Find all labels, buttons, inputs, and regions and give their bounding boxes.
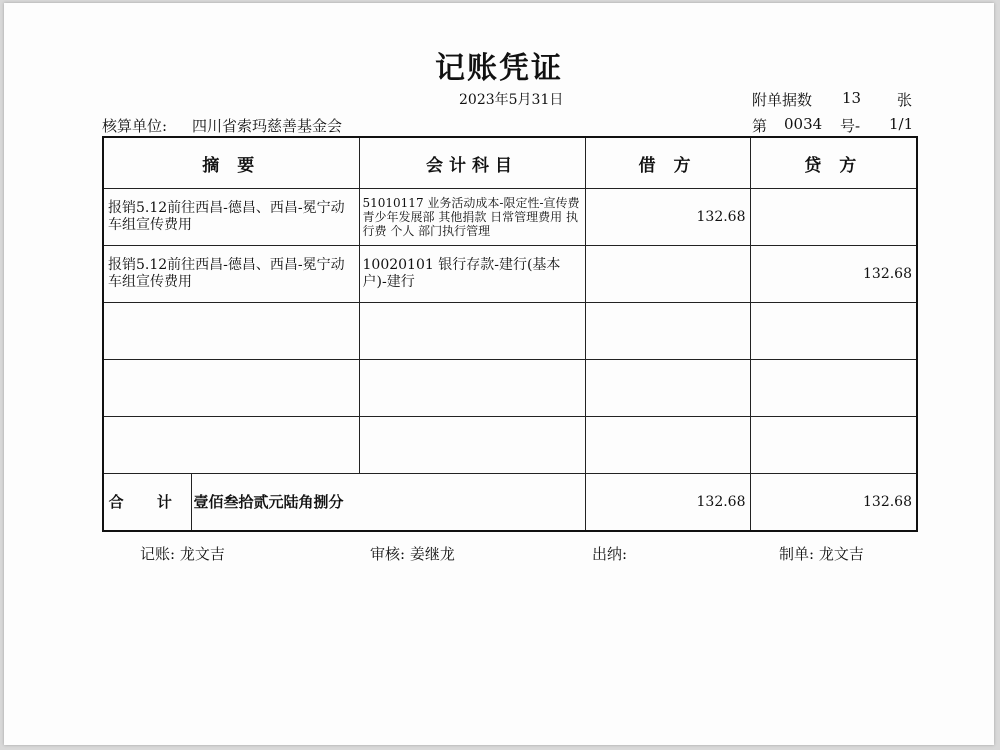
empty-cell: [103, 303, 359, 360]
table-row: [103, 189, 917, 246]
voucher-page: [4, 3, 994, 745]
cashier-signature: [592, 543, 627, 564]
row-summary: 报销5.12前往西昌-德昌、西昌-冕宁动车组宣传费用: [103, 189, 359, 246]
voucher-title: 记账凭证: [435, 51, 563, 86]
attachments-unit: 张: [897, 91, 913, 109]
preparer-label: 制单:: [779, 545, 815, 563]
total-amount-in-words: 壹佰叁拾贰元陆角捌分: [191, 474, 585, 531]
row-summary: 报销5.12前往西昌-德昌、西昌-冕宁动车组宣传费用: [103, 246, 359, 303]
reviewer-label: 审核:: [370, 545, 406, 563]
table-header-row: [103, 137, 917, 189]
empty-row: [103, 360, 917, 417]
empty-cell: [750, 360, 917, 417]
voucher-number: 0034: [784, 115, 823, 133]
voucher-page-number: 1/1: [889, 115, 914, 133]
cashier-label: 出纳:: [592, 545, 628, 563]
bookkeeper-label: 记账:: [140, 545, 176, 563]
row-credit: 132.68: [750, 246, 917, 303]
header-credit: 贷 方: [750, 137, 917, 189]
header-account: 会计科目: [359, 137, 585, 189]
bookkeeper-signature: [140, 543, 225, 564]
row-credit: [750, 189, 917, 246]
preparer-name: 龙文吉: [818, 545, 864, 563]
attachments-label: 附单据数: [752, 91, 813, 109]
empty-cell: [103, 417, 359, 474]
reviewer-name: 姜继龙: [409, 545, 455, 563]
attachments-count: 13: [842, 89, 862, 107]
voucher-date: 2023年5月31日: [459, 92, 564, 108]
header-summary: 摘 要: [103, 137, 359, 189]
total-label: 合 计: [103, 474, 191, 531]
reviewer-signature: [370, 543, 455, 564]
empty-row: [103, 303, 917, 360]
empty-cell: [750, 417, 917, 474]
total-credit: 132.68: [750, 474, 917, 531]
empty-cell: [585, 303, 750, 360]
unit-label: 核算单位:: [102, 117, 168, 135]
total-debit: 132.68: [585, 474, 750, 531]
empty-row: [103, 417, 917, 474]
empty-cell: [359, 303, 585, 360]
total-row: [103, 474, 917, 531]
table-row: [103, 246, 917, 303]
empty-cell: [359, 360, 585, 417]
voucher-number-suffix: 号-: [840, 117, 861, 135]
empty-cell: [359, 417, 585, 474]
row-account: 51010117 业务活动成本-限定性-宣传费 青少年发展部 其他捐款 日常管理费用 执行费 个人 部门执行管理: [359, 189, 585, 246]
empty-cell: [103, 360, 359, 417]
voucher-number-prefix: 第: [752, 117, 768, 135]
row-debit: 132.68: [585, 189, 750, 246]
preparer-signature: [779, 543, 864, 564]
empty-cell: [750, 303, 917, 360]
empty-cell: [585, 360, 750, 417]
row-debit: [585, 246, 750, 303]
row-account: 10020101 银行存款-建行(基本户)-建行: [359, 246, 585, 303]
header-debit: 借 方: [585, 137, 750, 189]
unit-name: 四川省索玛慈善基金会: [192, 117, 343, 135]
bookkeeper-name: 龙文吉: [179, 545, 225, 563]
voucher-table: [102, 136, 918, 532]
empty-cell: [585, 417, 750, 474]
